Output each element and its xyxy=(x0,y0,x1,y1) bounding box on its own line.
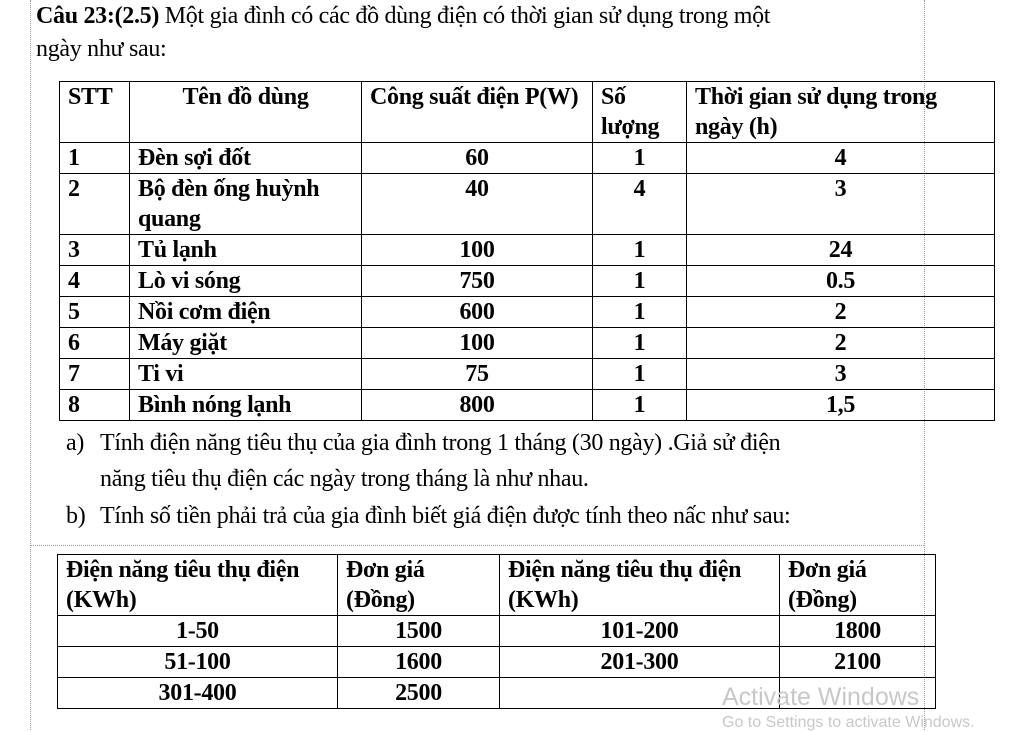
cell-appliance-name: Đèn sợi đốt xyxy=(130,143,362,174)
table-row xyxy=(60,359,995,390)
question-text-line1: Một gia đình có các đồ dùng điện có thời gian sử dụng trong một xyxy=(159,3,771,29)
cell-power: 750 xyxy=(362,266,593,297)
question-intro xyxy=(36,0,916,66)
cell-quantity: 1 xyxy=(593,266,687,297)
cell-unit-price: 2500 xyxy=(338,678,500,709)
margin-guide-horizontal xyxy=(30,545,924,546)
cell-power: 600 xyxy=(362,297,593,328)
cell-stt: 6 xyxy=(60,328,130,359)
cell-power: 40 xyxy=(362,174,593,235)
cell-quantity: 1 xyxy=(593,297,687,328)
cell-usage-time: 3 xyxy=(687,174,995,235)
part-b-line1: Tính số tiền phải trả của gia đình biết giá điện được tính theo nấc như sau: xyxy=(100,503,791,529)
header-usage-time: Thời gian sử dụng trong ngày (h) xyxy=(687,82,995,143)
cell-appliance-name: Bộ đèn ống huỳnh quang xyxy=(130,174,362,235)
table-row xyxy=(58,616,936,647)
part-a-line1: Tính điện năng tiêu thụ của gia đình trong 1 tháng (30 ngày) .Giả sử điện xyxy=(100,430,781,456)
header-quantity: Số lượng xyxy=(593,82,687,143)
price-header-row xyxy=(58,555,936,616)
cell-consumption-range: 101-200 xyxy=(500,616,780,647)
cell-quantity: 1 xyxy=(593,359,687,390)
cell-stt: 7 xyxy=(60,359,130,390)
cell-stt: 5 xyxy=(60,297,130,328)
cell-quantity: 1 xyxy=(593,328,687,359)
cell-appliance-name: Ti vi xyxy=(130,359,362,390)
cell-quantity: 4 xyxy=(593,174,687,235)
table-row xyxy=(60,143,995,174)
part-b-label: b) xyxy=(66,503,86,529)
header-unit-price-2: Đơn giá (Đồng) xyxy=(780,555,936,616)
cell-unit-price: 1600 xyxy=(338,647,500,678)
part-b xyxy=(66,498,926,534)
cell-power: 60 xyxy=(362,143,593,174)
cell-power: 100 xyxy=(362,235,593,266)
margin-guide-left xyxy=(30,0,31,730)
header-consumption-2: Điện năng tiêu thụ điện (KWh) xyxy=(500,555,780,616)
cell-usage-time: 24 xyxy=(687,235,995,266)
cell-quantity: 1 xyxy=(593,235,687,266)
cell-unit-price: 2100 xyxy=(780,647,936,678)
cell-usage-time: 0.5 xyxy=(687,266,995,297)
table-row xyxy=(60,297,995,328)
cell-appliance-name: Nồi cơm điện xyxy=(130,297,362,328)
header-stt: STT xyxy=(60,82,130,143)
cell-quantity: 1 xyxy=(593,143,687,174)
cell-stt: 2 xyxy=(60,174,130,235)
cell-usage-time: 2 xyxy=(687,328,995,359)
header-consumption-1: Điện năng tiêu thụ điện (KWh) xyxy=(58,555,338,616)
header-appliance-name: Tên đồ dùng xyxy=(130,82,362,143)
cell-appliance-name: Bình nóng lạnh xyxy=(130,390,362,421)
cell-usage-time: 3 xyxy=(687,359,995,390)
cell-unit-price: 1800 xyxy=(780,616,936,647)
cell-appliance-name: Lò vi sóng xyxy=(130,266,362,297)
table-row xyxy=(60,174,995,235)
cell-power: 100 xyxy=(362,328,593,359)
cell-power: 800 xyxy=(362,390,593,421)
cell-stt: 8 xyxy=(60,390,130,421)
cell-usage-time: 2 xyxy=(687,297,995,328)
cell-usage-time: 1,5 xyxy=(687,390,995,421)
part-a xyxy=(66,425,926,497)
activate-windows-subtitle: Go to Settings to activate Windows. xyxy=(722,714,975,731)
cell-unit-price: 1500 xyxy=(338,616,500,647)
cell-quantity: 1 xyxy=(593,390,687,421)
table-row xyxy=(60,235,995,266)
cell-appliance-name: Máy giặt xyxy=(130,328,362,359)
header-power: Công suất điện P(W) xyxy=(362,82,593,143)
appliance-header-row xyxy=(60,82,995,143)
cell-appliance-name: Tủ lạnh xyxy=(130,235,362,266)
cell-consumption-range: 301-400 xyxy=(58,678,338,709)
cell-usage-time: 4 xyxy=(687,143,995,174)
table-row xyxy=(60,390,995,421)
header-unit-price-1: Đơn giá (Đồng) xyxy=(338,555,500,616)
cell-consumption-range: 201-300 xyxy=(500,647,780,678)
question-number: Câu 23:(2.5) xyxy=(36,3,160,29)
cell-consumption-range: 1-50 xyxy=(58,616,338,647)
question-text-line2: ngày như sau: xyxy=(36,36,167,62)
cell-power: 75 xyxy=(362,359,593,390)
cell-stt: 1 xyxy=(60,143,130,174)
part-a-line2: năng tiêu thụ điện các ngày trong tháng là như nhau. xyxy=(100,466,589,492)
cell-consumption-range: 51-100 xyxy=(58,647,338,678)
activate-windows-watermark: Activate Windows xyxy=(722,683,920,711)
table-row xyxy=(60,328,995,359)
part-a-label: a) xyxy=(66,430,85,456)
cell-stt: 4 xyxy=(60,266,130,297)
table-row xyxy=(58,647,936,678)
table-row xyxy=(60,266,995,297)
cell-stt: 3 xyxy=(60,235,130,266)
appliance-table xyxy=(59,81,995,421)
